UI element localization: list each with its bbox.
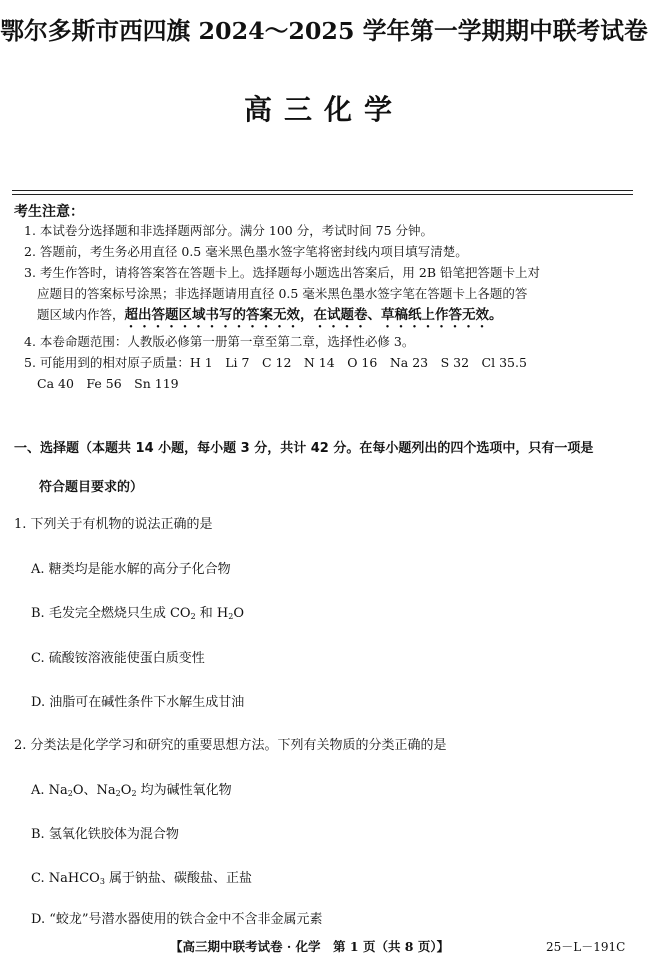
q2-a-sub-2: 2 bbox=[115, 789, 121, 798]
question-2-option-a bbox=[31, 779, 232, 798]
section-heading-line-2: 符合题目要求的） bbox=[39, 480, 144, 495]
notice-item-3-line-2: 应题目的答案标号涂黑；非选择题请用直径 0.5 毫米黑色墨水签字笔在答题卡上各题的答 bbox=[37, 286, 528, 301]
notice-item-5-line-1: 5. 可能用到的相对原子质量：H 1 Li 7 C 12 N 14 O 16 Na 23 S 32 Cl 35.5 bbox=[24, 355, 527, 370]
q2-c-post: 属于钠盐、碳酸盐、正盐 bbox=[104, 871, 253, 886]
notice-item-5-line-2: Ca 40 Fe 56 Sn 119 bbox=[37, 376, 179, 391]
q1-b-post: O bbox=[233, 606, 245, 621]
question-1-stem: 1. 下列关于有机物的说法正确的是 bbox=[14, 517, 213, 532]
exam-title: 鄂尔多斯市西四旗 2024～2025 学年第一学期期中联考试卷 bbox=[0, 17, 648, 45]
question-1-option-c: C. 硫酸铵溶液能使蛋白质变性 bbox=[31, 651, 205, 666]
notice-item-3-line-3 bbox=[24, 304, 636, 331]
q2-a-mid-2: O bbox=[120, 783, 132, 798]
notice-item-2: 2. 答题前，考生务必用直径 0.5 毫米黑色墨水签字笔将密封线内项目填写清楚。 bbox=[24, 244, 468, 259]
question-1-option-b bbox=[31, 602, 244, 621]
q1-b-text: B. 毛发完全燃烧只生成 CO bbox=[31, 606, 191, 621]
q2-a-sub-3: 2 bbox=[131, 789, 137, 798]
notice-item-4: 4. 本卷命题范围：人教版必修第一册第一章至第二章，选择性必修 3。 bbox=[24, 334, 415, 349]
page-footer: 【高三期中联考试卷 · 化学 第 1 页（共 8 页）】 bbox=[170, 939, 450, 954]
subject-title: 高三化学 bbox=[243, 93, 404, 126]
question-1-option-a: A. 糖类均是能水解的高分子化合物 bbox=[31, 562, 231, 577]
q2-a-mid-1: O、Na bbox=[72, 783, 116, 798]
notice-item-3-plain: 题区域内作答， bbox=[37, 307, 125, 322]
q2-a-text: A. Na bbox=[31, 783, 68, 798]
paper-code: 25－L－191C bbox=[546, 940, 626, 954]
q2-a-sub-1: 2 bbox=[67, 789, 73, 798]
notice-list bbox=[24, 220, 636, 394]
notice-heading: 考生注意： bbox=[14, 204, 84, 220]
divider-bottom bbox=[12, 194, 633, 195]
q1-b-sub-1: 2 bbox=[190, 612, 196, 621]
q2-a-post: 均为碱性氧化物 bbox=[136, 783, 232, 798]
question-2-option-c bbox=[31, 867, 252, 886]
notice-item-3-line-1: 3. 考生作答时，请将答案答在答题卡上。选择题每小题选出答案后，用 2B 铅笔把答题卡上对 bbox=[24, 265, 540, 280]
notice-item-3-emphasis: 超出答题区域书写的答案无效，在试题卷、草稿纸上作答无效。 bbox=[124, 307, 503, 323]
question-1-option-d: D. 油脂可在碱性条件下水解生成甘油 bbox=[31, 695, 245, 710]
divider-top bbox=[12, 190, 633, 191]
section-heading-line-1: 一、选择题（本题共 14 小题，每小题 3 分，共计 42 分。在每小题列出的四个选项中，只有一项是 bbox=[14, 441, 594, 456]
q2-c-text: C. NaHCO bbox=[31, 871, 100, 886]
q1-b-mid: 和 H bbox=[195, 606, 229, 621]
question-2-option-d: D. “蛟龙”号潜水器使用的铁合金中不含非金属元素 bbox=[31, 912, 323, 927]
question-2-stem: 2. 分类法是化学学习和研究的重要思想方法。下列有关物质的分类正确的是 bbox=[14, 738, 447, 753]
question-2-option-b: B. 氢氧化铁胶体为混合物 bbox=[31, 827, 179, 842]
q1-b-sub-2: 2 bbox=[228, 612, 234, 621]
q2-c-sub: 3 bbox=[99, 877, 105, 886]
section-heading bbox=[14, 429, 636, 507]
notice-item-1: 1. 本试卷分选择题和非选择题两部分。满分 100 分，考试时间 75 分钟。 bbox=[24, 223, 434, 238]
